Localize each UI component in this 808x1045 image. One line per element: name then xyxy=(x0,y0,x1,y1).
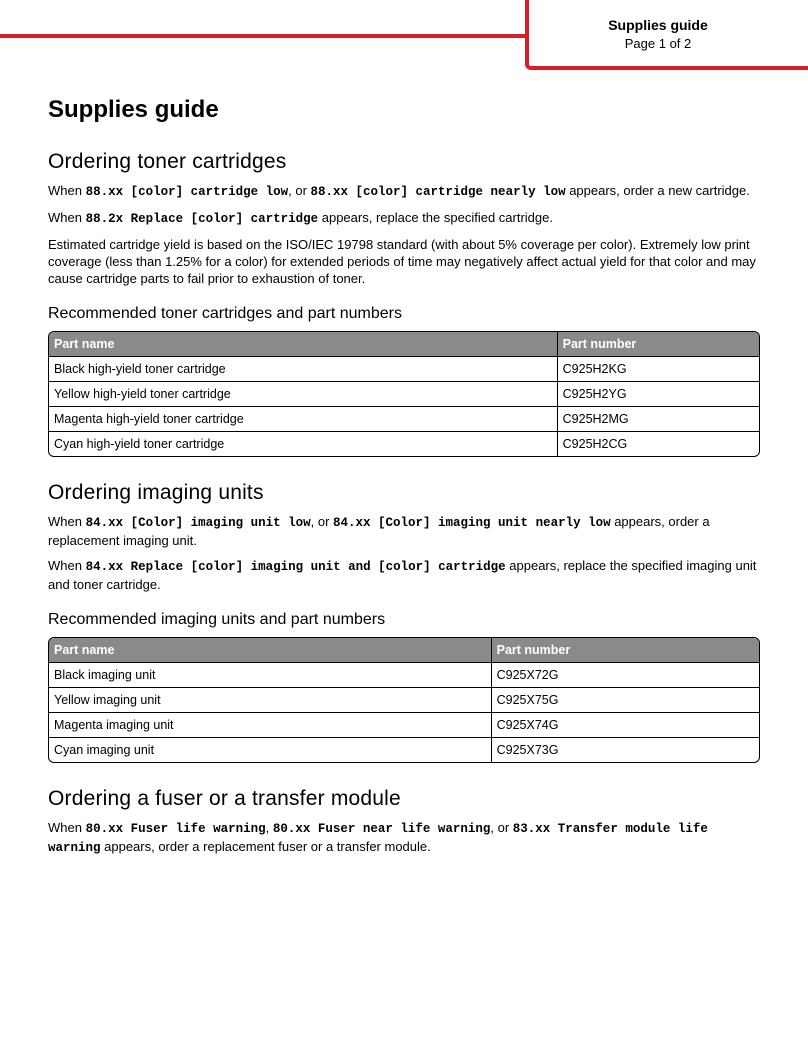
text: When xyxy=(48,558,86,573)
message-code: 83.xx Transfer module life warning xyxy=(48,822,708,855)
toner-paragraph-2 xyxy=(48,209,760,228)
text: , or xyxy=(288,183,311,198)
column-header: Part number xyxy=(557,332,759,356)
column-header: Part name xyxy=(49,332,557,356)
part-number-cell: C925X75G xyxy=(491,687,759,712)
message-code: 80.xx Fuser life warning xyxy=(85,822,266,836)
section-heading-imaging: Ordering imaging units xyxy=(48,481,264,504)
toner-paragraph-3: Estimated cartridge yield is based on the ISO/IEC 19798 standard (with about 5% coverage per color). Extremely low print coverage (less than 1.25% for a color) for extended periods of time may negatively affect actual yield for that color and may cause cartridge parts to fail prior to exhaustion of toner. xyxy=(48,237,756,286)
text: When xyxy=(48,183,86,198)
part-name-cell: Yellow high-yield toner cartridge xyxy=(49,381,557,406)
text: , or xyxy=(490,820,513,835)
text: appears, replace the specified imaging unit and toner cartridge. xyxy=(48,558,757,592)
part-name-cell: Black high-yield toner cartridge xyxy=(49,356,557,381)
message-code: 88.xx [color] cartridge low xyxy=(85,185,289,199)
header-tab xyxy=(525,0,808,70)
part-name-cell: Black imaging unit xyxy=(49,662,491,687)
part-number-cell: C925H2MG xyxy=(557,406,759,431)
imaging-table-heading: Recommended imaging units and part numbers xyxy=(48,611,386,628)
text: appears, order a replacement fuser or a transfer module. xyxy=(100,839,431,854)
table-row xyxy=(49,687,759,712)
message-code: 88.xx [color] cartridge nearly low xyxy=(310,185,566,199)
part-number-cell: C925X74G xyxy=(491,712,759,737)
text: When xyxy=(48,820,86,835)
message-code: 84.xx [Color] imaging unit nearly low xyxy=(333,516,611,530)
table-row xyxy=(49,356,759,381)
imaging-table xyxy=(48,637,760,763)
header-rule xyxy=(0,34,528,38)
message-code: 84.xx Replace [color] imaging unit and [color] cartridge xyxy=(85,560,506,574)
table-row xyxy=(49,431,759,456)
text: When xyxy=(48,210,86,225)
imaging-paragraph-2 xyxy=(48,557,760,593)
table-row xyxy=(49,712,759,737)
fuser-paragraph-1 xyxy=(48,819,760,857)
part-number-cell: C925X73G xyxy=(491,737,759,762)
table-row xyxy=(49,662,759,687)
text: , or xyxy=(310,514,334,529)
table-row xyxy=(49,737,759,762)
page-indicator: Page 1 of 2 xyxy=(624,36,692,51)
section-heading-fuser: Ordering a fuser or a transfer module xyxy=(48,787,401,810)
document-body xyxy=(48,94,760,865)
section-heading-toner: Ordering toner cartridges xyxy=(48,150,287,173)
part-name-cell: Magenta high-yield toner cartridge xyxy=(49,406,557,431)
imaging-paragraph-1 xyxy=(48,513,760,549)
column-header: Part name xyxy=(49,638,491,662)
part-number-cell: C925H2KG xyxy=(557,356,759,381)
message-code: 88.2x Replace [color] cartridge xyxy=(85,212,319,226)
column-header: Part number xyxy=(491,638,759,662)
part-name-cell: Magenta imaging unit xyxy=(49,712,491,737)
text: , xyxy=(265,820,273,835)
doc-title: Supplies guide xyxy=(48,96,219,123)
toner-table-heading: Recommended toner cartridges and part numbers xyxy=(48,305,402,322)
part-name-cell: Yellow imaging unit xyxy=(49,687,491,712)
text: When xyxy=(48,514,86,529)
table-header-row xyxy=(49,332,759,356)
part-name-cell: Cyan high-yield toner cartridge xyxy=(49,431,557,456)
text: appears, order a replacement imaging unit. xyxy=(48,514,710,548)
table-header-row xyxy=(49,638,759,662)
header-title: Supplies guide xyxy=(608,17,708,33)
part-number-cell: C925X72G xyxy=(491,662,759,687)
toner-table xyxy=(48,331,760,457)
text: appears, order a new cartridge. xyxy=(565,183,750,198)
table-row xyxy=(49,406,759,431)
message-code: 84.xx [Color] imaging unit low xyxy=(85,516,311,530)
table-row xyxy=(49,381,759,406)
part-name-cell: Cyan imaging unit xyxy=(49,737,491,762)
part-number-cell: C925H2CG xyxy=(557,431,759,456)
part-number-cell: C925H2YG xyxy=(557,381,759,406)
toner-paragraph-1 xyxy=(48,182,760,201)
text: appears, replace the specified cartridge. xyxy=(318,210,553,225)
message-code: 80.xx Fuser near life warning xyxy=(272,822,491,836)
